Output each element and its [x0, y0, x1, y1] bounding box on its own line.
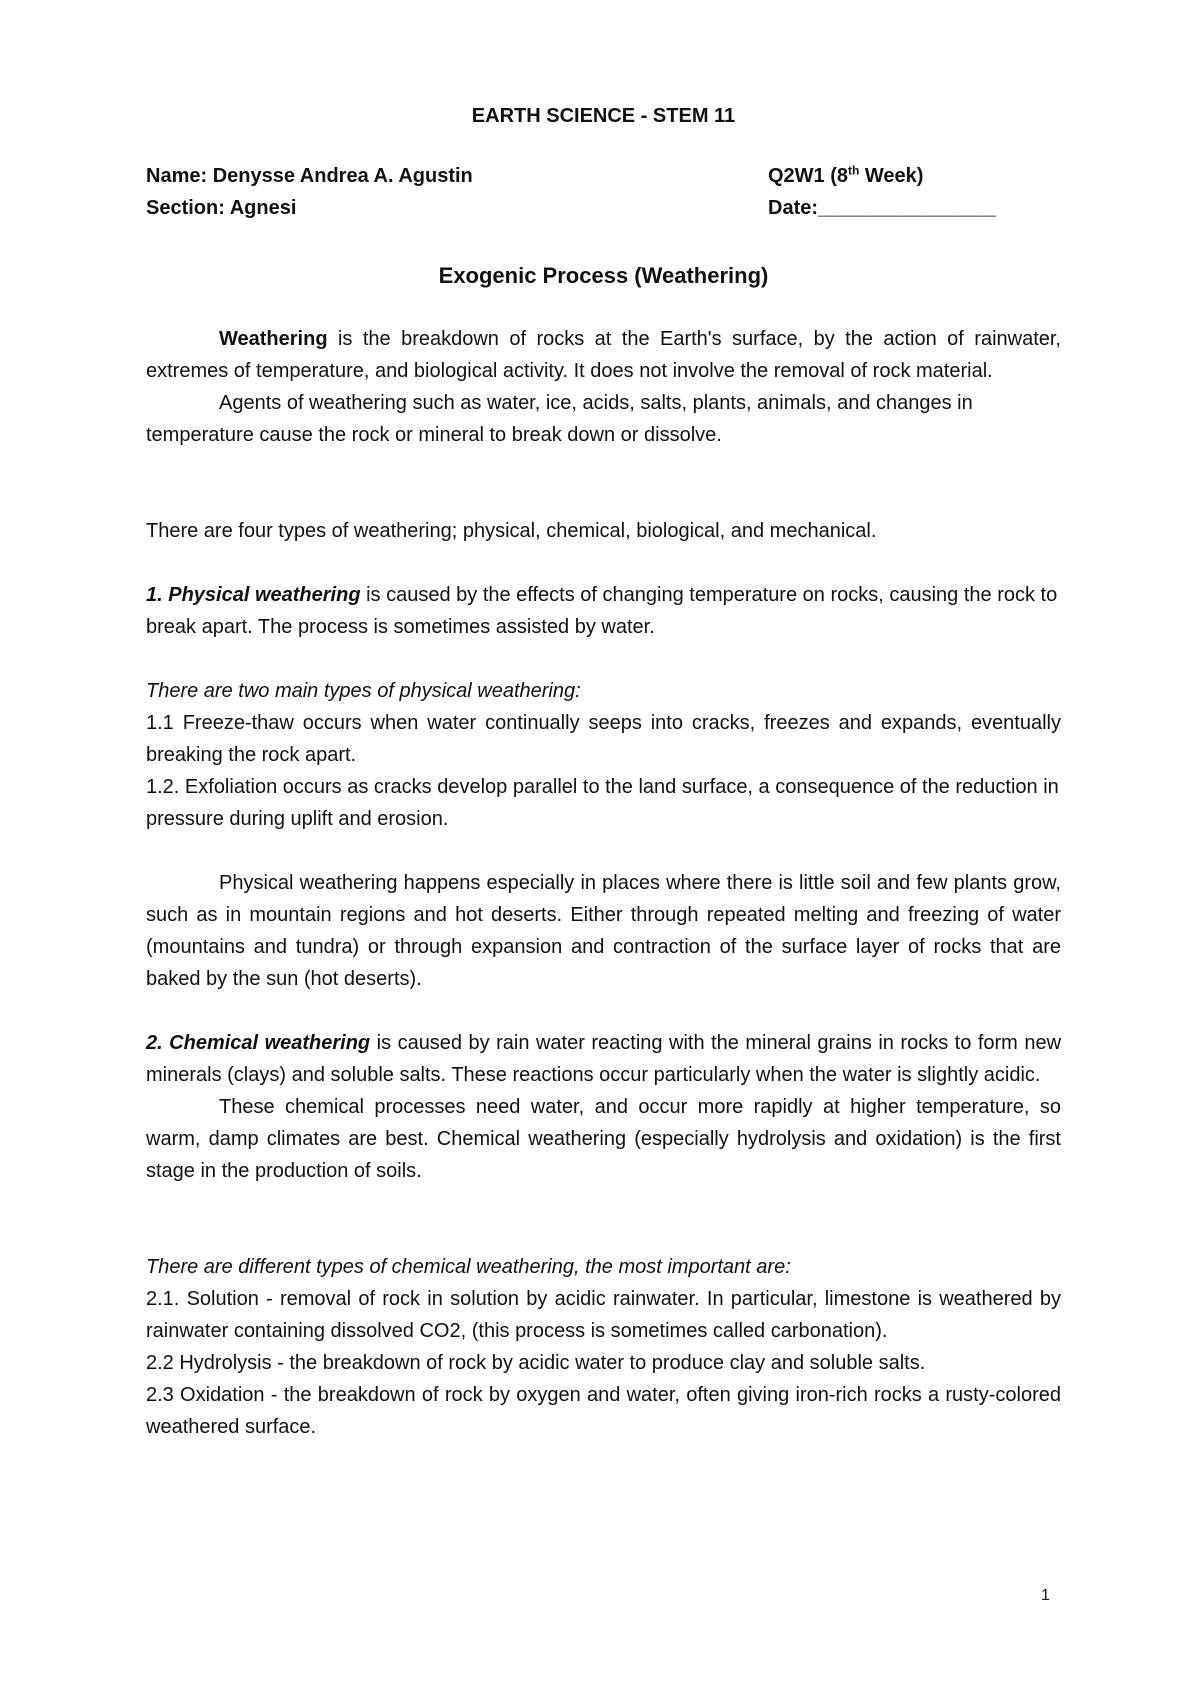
- student-section: Section: Agnesi: [146, 197, 297, 219]
- chemical-item-3: 2.3 Oxidation - the breakdown of rock by oxygen and water, often giving iron-rich rocks a rusty-colored weathered surface.: [146, 1384, 1061, 1438]
- chemical-section: [146, 1027, 1061, 1187]
- weathering-term: Weathering: [219, 328, 328, 350]
- chemical-subtypes: [146, 1251, 1061, 1443]
- agents-paragraph: Agents of weathering such as water, ice, acids, salts, plants, animals, and changes in temperature cause the rock or mineral to break down or dissolve.: [146, 392, 973, 446]
- weathering-def-text: is the breakdown of rocks at the Earth's surface, by the action of rainwater, extremes of temperature, and biological activity. It does not involve the removal of rock material.: [146, 328, 1061, 382]
- chemical-def-text: is caused by rain water reacting with the mineral grains in rocks to form new minerals (clays) and soluble salts. These reactions occur particularly when the water is slightly acidic.: [146, 1032, 1062, 1086]
- quarter-week-prefix: Q2W1 (8: [768, 165, 849, 187]
- weathering-definition: [146, 323, 1061, 387]
- physical-section: [146, 579, 1061, 643]
- types-paragraph: There are four types of weathering; physical, chemical, biological, and mechanical.: [146, 520, 877, 542]
- document-title: Exogenic Process (Weathering): [438, 263, 769, 288]
- quarter-week: [768, 160, 923, 192]
- physical-locations: Physical weathering happens especially in places where there is little soil and few plants grow, such as in mountain regions and hot deserts. Either through repeated melting and freezing of water (mountains and tundra) or through expansion and contraction of the surface layer of rocks that are baked by the sun (hot deserts).: [146, 872, 1061, 990]
- chemical-heading: 2. Chemical weathering: [146, 1032, 371, 1054]
- physical-item-1: 1.1 Freeze-thaw occurs when water continually seeps into cracks, freezes and expands, eventually breaking the rock apart.: [146, 712, 1061, 766]
- intro-section: [146, 323, 1061, 451]
- quarter-week-sup: th: [848, 163, 860, 178]
- types-paragraph-block: [146, 515, 1061, 547]
- quarter-week-suffix: Week): [859, 165, 924, 187]
- physical-subtypes: [146, 675, 1061, 835]
- physical-def-text: is caused by the effects of changing temperature on rocks, causing the rock to break apart. The process is sometimes assisted by water.: [146, 584, 1058, 638]
- page-number: 1: [1041, 1587, 1050, 1604]
- chemical-definition: [146, 1027, 1061, 1091]
- date-field: Date:________________: [768, 197, 996, 219]
- physical-subtypes-intro: There are two main types of physical weathering:: [146, 680, 581, 702]
- physical-locations-block: [146, 867, 1061, 995]
- physical-item-2: 1.2. Exfoliation occurs as cracks develop parallel to the land surface, a consequence of the reduction in pressure during uplift and erosion.: [146, 776, 1059, 830]
- chemical-item-1: 2.1. Solution - removal of rock in solution by acidic rainwater. In particular, limestone is weathered by rainwater containing dissolved CO2, (this process is sometimes called carbonation).: [146, 1288, 1061, 1342]
- course-title: EARTH SCIENCE - STEM 11: [471, 105, 736, 127]
- chemical-subtypes-intro: There are different types of chemical weathering, the most important are:: [146, 1256, 791, 1278]
- chemical-item-2: 2.2 Hydrolysis - the breakdown of rock by acidic water to produce clay and soluble salts.: [146, 1352, 926, 1374]
- physical-heading: 1. Physical weathering: [146, 584, 361, 606]
- chemical-conditions: These chemical processes need water, and occur more rapidly at higher temperature, so warm, damp climates are best. Chemical weathering (especially hydrolysis and oxidation) is the first stage in the production of soils.: [146, 1096, 1061, 1182]
- student-name: Name: Denysse Andrea A. Agustin: [146, 165, 473, 187]
- physical-definition: [146, 579, 1061, 643]
